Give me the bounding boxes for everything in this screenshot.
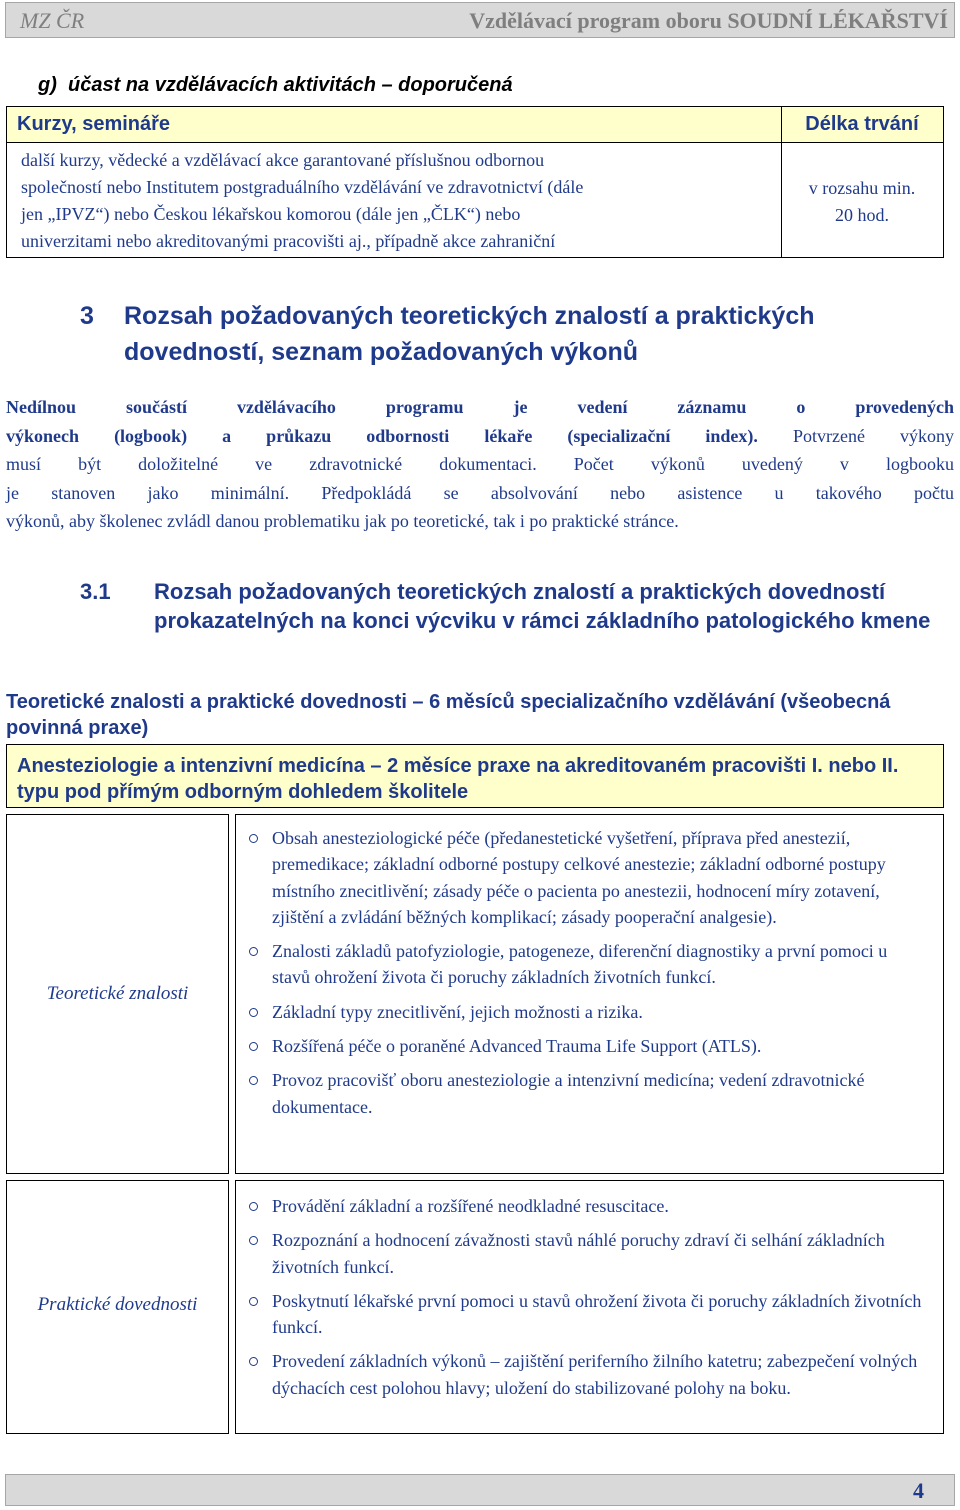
- list-item: Poskytnutí lékařské první pomoci u stavů ohrožení života či poruchy základních životních funkcí.: [236, 1288, 926, 1341]
- anesthesiology-title: Anesteziologie a intenzivní medicína – 2 měsíce praxe na akreditovaném pracovišti I. nebo II. typu pod přímým odborným dohledem školitele: [17, 755, 899, 803]
- section-3-1-number: 3.1: [80, 579, 111, 604]
- courses-header: Kurzy, semináře: [17, 113, 171, 135]
- section-g-title: g) účast na vzdělávacích aktivitách – doporučená: [38, 74, 513, 96]
- duration-line: 20 hod.: [835, 205, 889, 225]
- section-3-1-title: Rozsah požadovaných teoretických znalostí a praktických dovedností prokazatelných na konci výcviku v rámci základního patologického kmene: [154, 579, 931, 633]
- duration-line: v rozsahu min.: [808, 178, 916, 198]
- header-program-title: Vzdělávací program oboru SOUDNÍ LÉKAŘSTVÍ: [469, 8, 948, 33]
- list-item: Rozpoznání a hodnocení závažnosti stavů náhlé poruchy zdraví či selhání základních životních funkcí.: [236, 1227, 926, 1280]
- practice-label: Praktické dovednosti: [37, 1294, 198, 1315]
- practice-label-cell: [6, 1180, 229, 1434]
- anesthesiology-header-box: [6, 744, 944, 808]
- general-practice-subheading: Teoretické znalosti a praktické dovednosti – 6 měsíců specializačního vzdělávání (všeobecná povinná praxe): [6, 691, 891, 739]
- theory-list: [236, 825, 926, 1128]
- practice-content-cell: [235, 1180, 944, 1434]
- duration-value: [781, 175, 943, 229]
- list-item: Provádění základní a rozšířené neodkladné resuscitace.: [236, 1193, 926, 1219]
- courses-table: [6, 106, 944, 258]
- list-item: Obsah anesteziologické péče (předanestetické vyšetření, příprava před anestezií, premedikace; základní odborné postupy celkové anestezie; základní odborné postupy místního znecitlivění; zásady péče o pacienta po anestezii, hodnocení míry zotavení, zjištění a zvládání běžných komplikací; zásady pooperační analgesie).: [236, 825, 926, 930]
- header-ministry: MZ ČR: [20, 8, 85, 33]
- section-3-number: 3: [80, 302, 94, 330]
- page-footer: [5, 1474, 955, 1506]
- paragraph-line: je stanoven jako minimální. Předpokládá se absolvování nebo asistence u takového počtu: [6, 482, 954, 503]
- section-3-title: Rozsah požadovaných teoretických znalostí a praktických dovedností, seznam požadovaných výkonů: [124, 302, 815, 366]
- logbook-text-line2: výkonech (logbook) a průkazu odbornosti lékaře (specializační index).: [6, 425, 758, 446]
- list-item: Rozšířená péče o poraněné Advanced Trauma Life Support (ATLS).: [236, 1033, 926, 1059]
- paragraph-line: musí být doložitelné ve zdravotnické dokumentaci. Počet výkonů uvedený v logbooku: [6, 454, 954, 474]
- theory-label: Teoretické znalosti: [46, 983, 189, 1004]
- courses-description: [21, 147, 761, 255]
- page-header: [5, 2, 955, 38]
- list-item: Provoz pracovišť oboru anesteziologie a intenzivní medicína; vedení zdravotnické dokumentace.: [236, 1067, 926, 1120]
- courses-line: jen „IPVZ“) nebo Českou lékařskou komorou (dále jen „ČLK“) nebo: [21, 204, 521, 224]
- courses-line: společností nebo Institutem postgraduálního vzdělávání ve zdravotnictví (dále: [21, 177, 584, 197]
- duration-header: Délka trvání: [805, 113, 919, 135]
- page-number: 4: [913, 1478, 924, 1503]
- courses-line: univerzitami nebo akreditovanými pracovišti aj., případně akce zahraniční: [21, 231, 556, 251]
- paragraph-line: výkonů, aby školenec zvládl danou problematiku jak po teoretické, tak i po praktické stránce.: [6, 511, 679, 531]
- theory-content-cell: [235, 814, 944, 1174]
- practice-list: [236, 1193, 926, 1409]
- list-item: Provedení základních výkonů – zajištění periferního žilního katetru; zabezpečení volných dýchacích cest polohou hlavy; uložení do stabilizované polohy na boku.: [236, 1348, 926, 1401]
- paragraph-text: Potvrzené výkony: [757, 425, 955, 446]
- section-3-paragraph: [6, 393, 954, 536]
- logbook-text-line1: Nedílnou součástí vzdělávacího programu je vedení záznamu o provedených: [6, 397, 954, 417]
- theory-label-cell: [6, 814, 229, 1174]
- courses-line: další kurzy, vědecké a vzdělávací akce garantované příslušnou odbornou: [21, 150, 545, 170]
- list-item: Znalosti základů patofyziologie, patogeneze, diferenční diagnostiky a první pomoci u stavů ohrožení života či poruchy základních životních funkcí.: [236, 938, 926, 991]
- list-item: Základní typy znecitlivění, jejich možnosti a rizika.: [236, 999, 926, 1025]
